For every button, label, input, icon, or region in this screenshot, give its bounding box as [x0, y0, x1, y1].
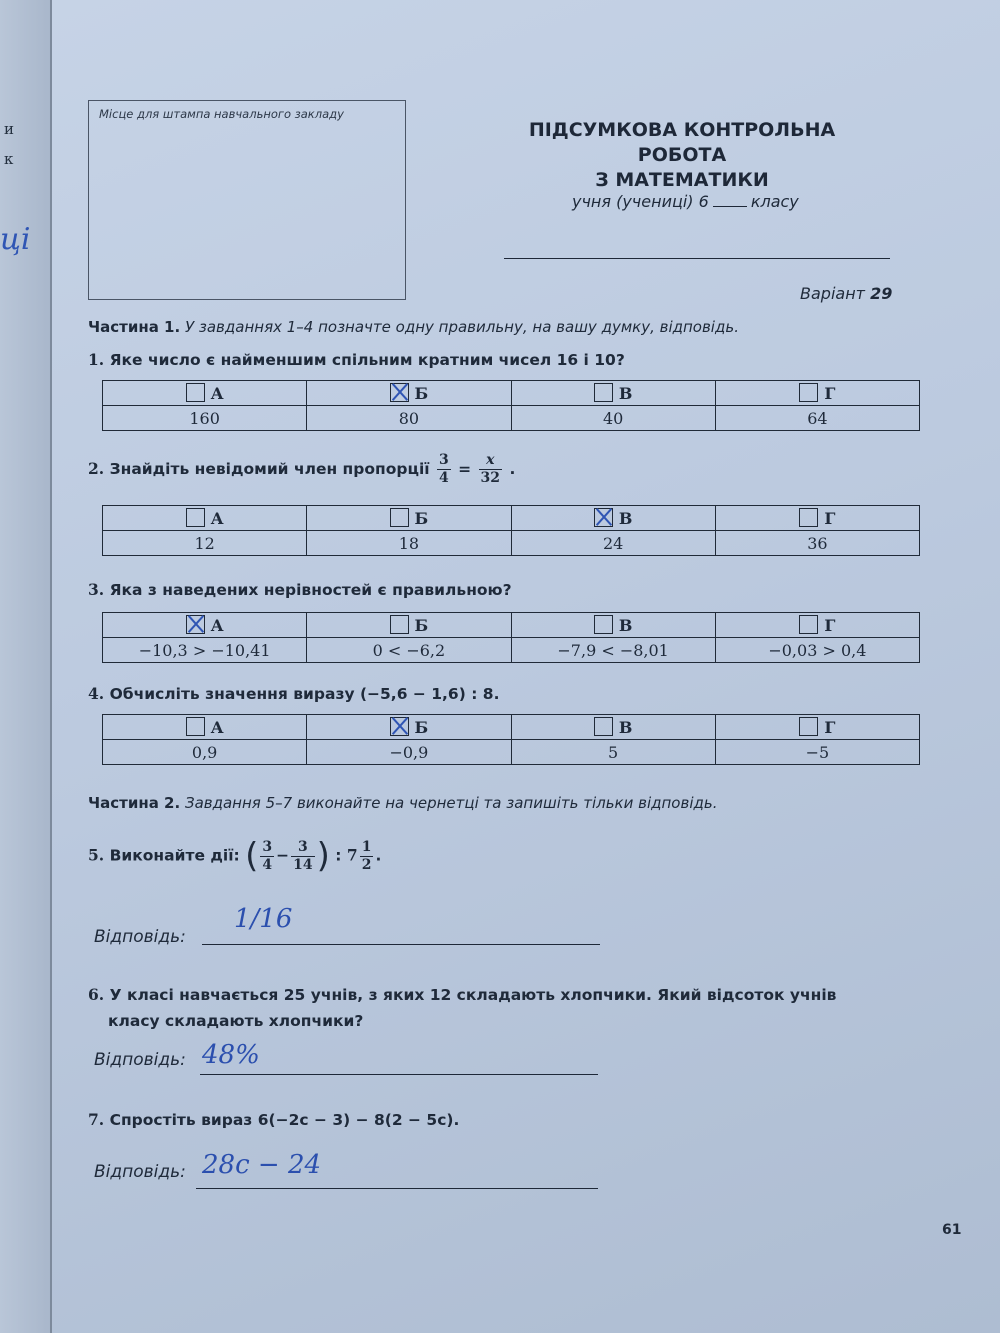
answer-table-2	[102, 505, 920, 556]
question-4	[88, 684, 499, 703]
option-cell[interactable]	[715, 613, 919, 638]
variant-number: 29	[870, 284, 893, 303]
answer-table-1	[102, 380, 920, 431]
option-letter: В	[618, 616, 633, 635]
option-cell[interactable]	[511, 613, 715, 638]
checkbox[interactable]	[186, 717, 205, 736]
option-letter: В	[618, 718, 633, 737]
option-value: 80	[307, 406, 511, 431]
grade-line	[572, 192, 799, 211]
division-sign: :	[335, 846, 342, 865]
checkbox[interactable]	[186, 383, 205, 402]
part-2-text: Завдання 5–7 виконайте на чернетці та запишіть тільки відповідь.	[184, 794, 718, 812]
left-paren: (	[245, 836, 259, 876]
fraction-b	[291, 839, 314, 874]
answer-label-6: Відповідь:	[94, 1050, 186, 1070]
answer-line-7[interactable]	[196, 1188, 598, 1189]
option-cell[interactable]	[307, 381, 511, 406]
grade-prefix: учня (учениці) 6	[572, 192, 709, 211]
question-text: Яке число є найменшим спільним кратним чисел 16 і 10?	[109, 351, 625, 369]
question-text: Обчисліть значення виразу (−5,6 − 1,6) : 8.	[109, 685, 500, 703]
handwritten-answer-5: 1/16	[234, 904, 293, 934]
option-value: −7,9 < −8,01	[511, 638, 715, 663]
checkbox-checked[interactable]	[390, 717, 409, 736]
option-cell[interactable]	[715, 715, 919, 740]
part-2-label: Частина 2.	[88, 794, 181, 812]
question-6	[88, 982, 948, 1034]
option-letter: Б	[414, 616, 429, 635]
checkbox[interactable]	[390, 615, 409, 634]
option-value: 24	[511, 531, 715, 556]
handwritten-answer-7: 28c − 24	[202, 1150, 322, 1180]
question-2	[88, 452, 515, 487]
option-letter: Б	[414, 384, 429, 403]
option-cell[interactable]	[307, 613, 511, 638]
question-number: 1.	[88, 350, 105, 369]
question-text: Яка з наведених нерівностей є правильною?	[109, 581, 512, 599]
option-letter: Г	[824, 718, 836, 737]
checkbox[interactable]	[799, 508, 818, 527]
option-cell[interactable]	[715, 381, 919, 406]
question-1	[88, 350, 625, 369]
answer-table-3	[102, 612, 920, 663]
answer-label-5: Відповідь:	[94, 927, 186, 947]
equals-sign: =	[458, 460, 472, 478]
option-value: 40	[511, 406, 715, 431]
left-page-handwriting: ці	[0, 222, 31, 257]
option-value: −5	[715, 740, 919, 765]
option-value: 36	[715, 531, 919, 556]
fraction-numerator: 3	[438, 452, 449, 468]
part-1-heading	[88, 318, 739, 336]
option-value: 160	[103, 406, 307, 431]
question-number: 5.	[88, 845, 105, 865]
answer-table-4	[102, 714, 920, 765]
option-letter: В	[618, 384, 633, 403]
option-value: 64	[715, 406, 919, 431]
proportion-right-fraction	[479, 452, 502, 487]
fraction-numerator: x	[479, 452, 502, 470]
fraction-denominator: 14	[293, 856, 313, 873]
option-cell[interactable]	[511, 506, 715, 531]
checkbox[interactable]	[594, 615, 613, 634]
fraction-denominator: 2	[361, 856, 372, 873]
fraction-numerator: 1	[361, 838, 372, 855]
variant-label	[800, 284, 892, 303]
grade-blank[interactable]	[713, 206, 747, 207]
period: .	[509, 460, 516, 478]
part-1-label: Частина 1.	[88, 318, 181, 336]
checkbox[interactable]	[799, 717, 818, 736]
page-number: 61	[942, 1222, 962, 1238]
left-page-fragment: к	[4, 150, 14, 168]
checkbox[interactable]	[186, 508, 205, 527]
part-1-text: У завданнях 1–4 позначте одну правильну, на вашу думку, відповідь.	[184, 318, 739, 336]
option-letter: А	[210, 718, 224, 737]
fraction-numerator: 3	[291, 839, 314, 857]
option-cell[interactable]	[511, 715, 715, 740]
option-cell[interactable]	[103, 381, 307, 406]
fraction-denominator: 32	[480, 470, 501, 486]
checkbox-checked[interactable]	[390, 383, 409, 402]
option-cell[interactable]	[307, 715, 511, 740]
variant-text: Варіант	[800, 284, 865, 303]
right-paren: )	[316, 836, 330, 876]
fraction-a	[260, 839, 274, 874]
option-cell[interactable]	[103, 613, 307, 638]
option-value: 0 < −6,2	[307, 638, 511, 663]
student-name-line[interactable]	[504, 258, 890, 259]
fraction-denominator: 4	[438, 470, 449, 486]
question-text-line-1: У класі навчається 25 учнів, з яких 12 складають хлопчики. Який відсоток учнів	[109, 986, 837, 1004]
stamp-box	[88, 100, 406, 300]
option-letter: Б	[414, 718, 429, 737]
page-title	[482, 118, 882, 193]
option-letter: А	[210, 616, 224, 635]
checkbox-checked[interactable]	[594, 508, 613, 527]
answer-line-6[interactable]	[200, 1074, 598, 1075]
handwritten-answer-6: 48%	[202, 1040, 260, 1070]
option-letter: Г	[824, 384, 836, 403]
answer-label-7: Відповідь:	[94, 1162, 186, 1182]
grade-suffix: класу	[750, 192, 799, 211]
question-number: 4.	[88, 684, 105, 703]
question-number: 3.	[88, 580, 105, 599]
checkbox[interactable]	[799, 615, 818, 634]
worksheet-page	[52, 0, 1000, 1333]
checkbox-checked[interactable]	[186, 615, 205, 634]
part-2-heading	[88, 794, 717, 812]
option-value: −10,3 > −10,41	[103, 638, 307, 663]
option-value: 18	[307, 531, 511, 556]
checkbox[interactable]	[594, 383, 613, 402]
proportion-left-fraction	[437, 452, 451, 487]
fraction-numerator: 3	[262, 838, 273, 855]
left-page-edge	[0, 0, 52, 1333]
question-text: Виконайте дії:	[109, 846, 240, 865]
option-cell[interactable]	[103, 506, 307, 531]
question-3	[88, 580, 512, 599]
option-cell[interactable]	[715, 506, 919, 531]
divisor-fraction	[360, 839, 374, 874]
option-value: 0,9	[103, 740, 307, 765]
option-value: 12	[103, 531, 307, 556]
option-letter: А	[210, 509, 224, 528]
option-letter: Г	[824, 616, 836, 635]
fraction-denominator: 4	[262, 856, 273, 873]
question-number: 7.	[88, 1110, 105, 1129]
option-value: 5	[511, 740, 715, 765]
option-value: −0,03 > 0,4	[715, 638, 919, 663]
question-text: Знайдіть невідомий член пропорції	[109, 460, 430, 478]
answer-line-5[interactable]	[202, 944, 600, 945]
minus-sign: −	[276, 846, 290, 865]
left-page-fragment: и	[4, 120, 14, 138]
period: .	[375, 846, 382, 865]
question-number: 6.	[88, 985, 105, 1004]
question-5	[88, 836, 381, 876]
question-number: 2.	[88, 459, 105, 478]
option-cell[interactable]	[103, 715, 307, 740]
divisor-whole: 7	[346, 845, 358, 865]
checkbox[interactable]	[390, 508, 409, 527]
title-line-1: ПІДСУМКОВА КОНТРОЛЬНА РОБОТА	[528, 119, 836, 166]
question-text: Спростіть вираз 6(−2c − 3) − 8(2 − 5c).	[109, 1111, 460, 1129]
option-cell[interactable]	[307, 506, 511, 531]
option-letter: Г	[824, 509, 836, 528]
stamp-label: Місце для штампа навчального закладу	[99, 107, 344, 121]
option-cell[interactable]	[511, 381, 715, 406]
checkbox[interactable]	[799, 383, 818, 402]
title-line-2: З МАТЕМАТИКИ	[595, 169, 769, 191]
option-letter: В	[618, 509, 633, 528]
question-7	[88, 1110, 459, 1129]
checkbox[interactable]	[594, 717, 613, 736]
question-text-line-2: класу складають хлопчики?	[108, 1012, 364, 1030]
option-value: −0,9	[307, 740, 511, 765]
option-letter: Б	[414, 509, 429, 528]
option-letter: А	[210, 384, 224, 403]
